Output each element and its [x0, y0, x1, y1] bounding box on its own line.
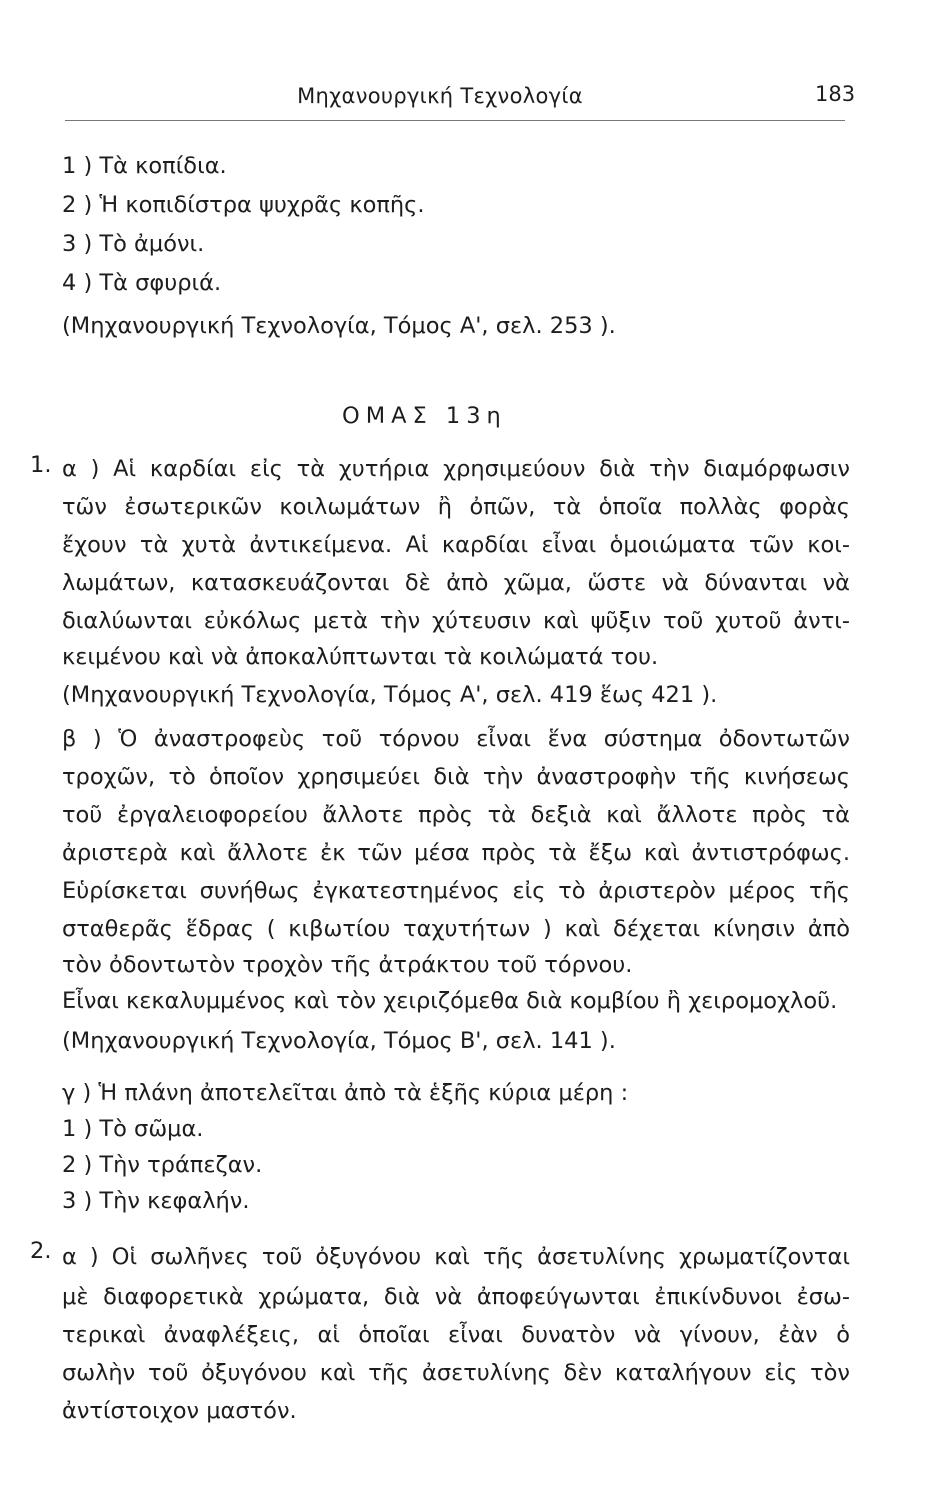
paragraph-line: τοῦ ἐργαλειοφορείου ἄλλοτε πρὸς τὰ δεξιὰ καὶ ἄλλοτε πρὸς τὰ [62, 802, 850, 828]
list-item: 2 ) Τὴν τράπεζαν. [62, 1152, 263, 1178]
paragraph-line: τερικαὶ ἀναφλέξεις, αἱ ὁποῖαι εἶναι δυνατὸν νὰ γίνουν, ἐὰν ὁ [62, 1322, 850, 1348]
question-number: 1. [30, 452, 52, 478]
list-item: 4 ) Τὰ σφυριά. [62, 270, 222, 296]
paragraph-line: τῶν ἐσωτερικῶν κοιλωμάτων ἢ ὀπῶν, τὰ ὁποῖα πολλὰς φορὰς [62, 494, 850, 520]
paragraph-line: σταθερᾶς ἕδρας ( κιβωτίου ταχυτήτων ) καὶ δέχεται κίνησιν ἀπὸ [62, 916, 850, 942]
paragraph-line: σωλὴν τοῦ ὀξυγόνου καὶ τῆς ἀσετυλίνης δὲν καταλήγουν εἰς τὸν [62, 1360, 850, 1386]
question-number: 2. [30, 1238, 52, 1264]
paragraph-line: ἀριστερὰ καὶ ἄλλοτε ἐκ τῶν μέσα πρὸς τὰ ἔξω καὶ ἀντιστρόφως. [62, 840, 850, 866]
paragraph-line: ἔχουν τὰ χυτὰ ἀντικείμενα. Αἱ καρδίαι εἶναι ὁμοιώματα τῶν κοι- [62, 532, 850, 558]
paragraph-line: διαλύωνται εὐκόλως μετὰ τὴν χύτευσιν καὶ ψῦξιν τοῦ χυτοῦ ἀντι- [62, 608, 850, 634]
paragraph-line: α ) Αἱ καρδίαι εἰς τὰ χυτήρια χρησιμεύουν διὰ τὴν διαμόρφωσιν [62, 456, 850, 482]
list-item: 3 ) Τὸ ἀμόνι. [62, 231, 205, 257]
list-item: 3 ) Τὴν κεφαλήν. [62, 1188, 250, 1214]
reference: (Μηχανουργική Τεχνολογία, Τόμος Α', σελ. 253 ). [62, 313, 616, 339]
paragraph-line: μὲ διαφορετικὰ χρώματα, διὰ νὰ ἀποφεύγωνται ἐπικίνδυνοι ἐσω- [62, 1284, 850, 1310]
paragraph-line: γ ) Ἡ πλάνη ἀποτελεῖται ἀπὸ τὰ ἑξῆς κύρια μέρη : [62, 1080, 629, 1106]
paragraph-line: τὸν ὀδοντωτὸν τροχὸν τῆς ἀτράκτου τοῦ τόρνου. [62, 952, 633, 978]
paragraph-line: κειμένου καὶ νὰ ἀποκαλύπτωνται τὰ κοιλώματά του. [62, 644, 659, 670]
reference: (Μηχανουργική Τεχνολογία, Τόμος Α', σελ. 419 ἕως 421 ). [62, 682, 718, 708]
list-item: 1 ) Τὸ σῶμα. [62, 1116, 204, 1142]
paragraph-line: α ) Οἱ σωλῆνες τοῦ ὀξυγόνου καὶ τῆς ἀσετυλίνης χρωματίζονται [62, 1244, 850, 1270]
page-number: 183 [815, 82, 856, 106]
list-item: 1 ) Τὰ κοπίδια. [62, 153, 227, 179]
paragraph-line: β ) Ὁ ἀναστροφεὺς τοῦ τόρνου εἶναι ἕνα σύστημα ὀδοντωτῶν [62, 726, 850, 752]
paragraph-line: Εὑρίσκεται συνήθως ἐγκατεστημένος εἰς τὸ ἀριστερὸν μέρος τῆς [62, 878, 850, 904]
header-rule [65, 120, 845, 121]
running-header-title: Μηχανουργική Τεχνολογία [297, 84, 583, 108]
group-title: ΟΜΑΣ 13η [342, 403, 507, 429]
reference: (Μηχανουργική Τεχνολογία, Τόμος Β', σελ. 141 ). [62, 1028, 616, 1054]
list-item: 2 ) Ἡ κοπιδίστρα ψυχρᾶς κοπῆς. [62, 192, 425, 218]
paragraph-line: λωμάτων, κατασκευάζονται δὲ ἀπὸ χῶμα, ὥστε νὰ δύνανται νὰ [62, 570, 850, 596]
paragraph-line: Εἶναι κεκαλυμμένος καὶ τὸν χειριζόμεθα διὰ κομβίου ἢ χειρομοχλοῦ. [62, 988, 838, 1014]
paragraph-line: τροχῶν, τὸ ὁποῖον χρησιμεύει διὰ τὴν ἀναστροφὴν τῆς κινήσεως [62, 764, 850, 790]
paragraph-line: ἀντίστοιχον μαστόν. [62, 1398, 297, 1424]
